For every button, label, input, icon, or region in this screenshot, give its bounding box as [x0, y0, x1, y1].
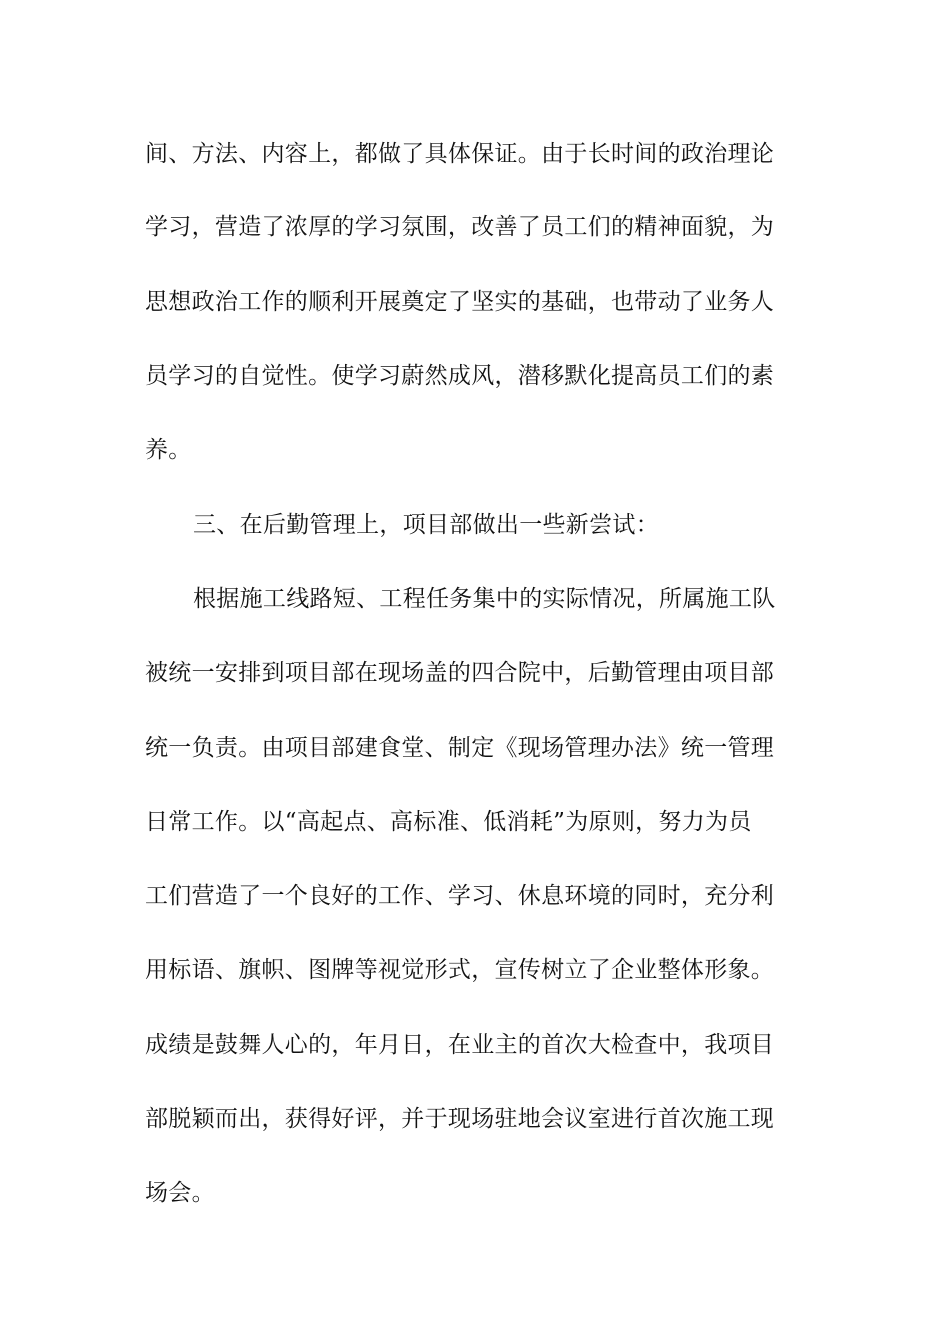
text-line: 养。: [145, 437, 192, 463]
text-line: 间、方法、内容上，都做了具体保证。由于长时间的政治理论: [145, 141, 775, 167]
text-line: 根据施工线路短、工程任务集中的实际情况，所属施工队: [193, 586, 776, 612]
section-heading: 三、在后勤管理上，项目部做出一些新尝试：: [193, 512, 659, 538]
text-line: 被统一安排到项目部在现场盖的四合院中，后勤管理由项目部: [145, 660, 775, 686]
text-line: 用标语、旗帜、图牌等视觉形式，宣传树立了企业整体形象。: [145, 957, 775, 983]
text-line: 员学习的自觉性。使学习蔚然成风，潜移默化提高员工们的素: [145, 363, 775, 389]
text-line: 成绩是鼓舞人心的，年月日，在业主的首次大检查中，我项目: [145, 1032, 775, 1058]
text-line: 学习，营造了浓厚的学习氛围，改善了员工们的精神面貌，为: [145, 214, 775, 240]
text-line: 工们营造了一个良好的工作、学习、休息环境的同时，充分利: [145, 883, 775, 909]
text-line: 思想政治工作的顺利开展奠定了坚实的基础，也带动了业务人: [145, 289, 775, 315]
text-line: 日常工作。以“高起点、高标准、低消耗”为原则，努力为员: [145, 809, 752, 835]
text-line: 统一负责。由项目部建食堂、制定《现场管理办法》统一管理: [145, 735, 775, 761]
text-line: 场会。: [145, 1180, 215, 1206]
text-line: 部脱颖而出，获得好评，并于现场驻地会议室进行首次施工现: [145, 1106, 775, 1132]
